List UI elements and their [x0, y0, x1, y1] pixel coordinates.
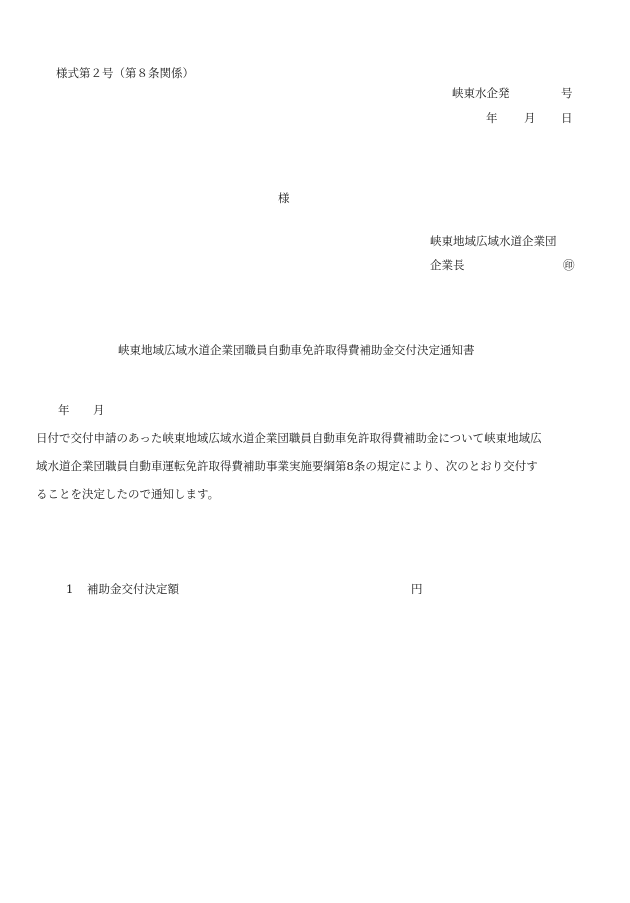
doc-number-suffix: 号: [561, 86, 573, 100]
sender-title: 企業長: [430, 258, 465, 272]
body-line: ることを決定したので通知します。: [36, 487, 220, 501]
seal-mark: ㊞: [563, 258, 575, 272]
body-line: 域水道企業団職員自動車運転免許取得費補助事業実施要綱第8条の規定により、次のとおり交付す: [36, 459, 538, 473]
item-number: 1: [66, 582, 74, 596]
body-line: 日付で交付申請のあった峡東地域広域水道企業団職員自動車免許取得費補助金について峡東地域広: [36, 431, 542, 445]
recipient-suffix: 様: [278, 191, 290, 205]
issue-date-year: 年: [486, 111, 498, 125]
document-title: 峡東地域広域水道企業団職員自動車免許取得費補助金交付決定通知書: [118, 343, 475, 357]
doc-number-prefix: 峡東水企発: [452, 86, 510, 100]
sender-organization: 峡東地域広域水道企業団: [430, 234, 557, 248]
item-label: 補助金交付決定額: [87, 582, 179, 596]
form-label: 様式第２号（第８条関係）: [56, 66, 194, 80]
issue-date-month: 月: [524, 111, 536, 125]
application-date-year: 年: [58, 403, 70, 417]
item-unit: 円: [411, 582, 423, 596]
issue-date-day: 日: [561, 111, 573, 125]
application-date-month: 月: [93, 403, 105, 417]
